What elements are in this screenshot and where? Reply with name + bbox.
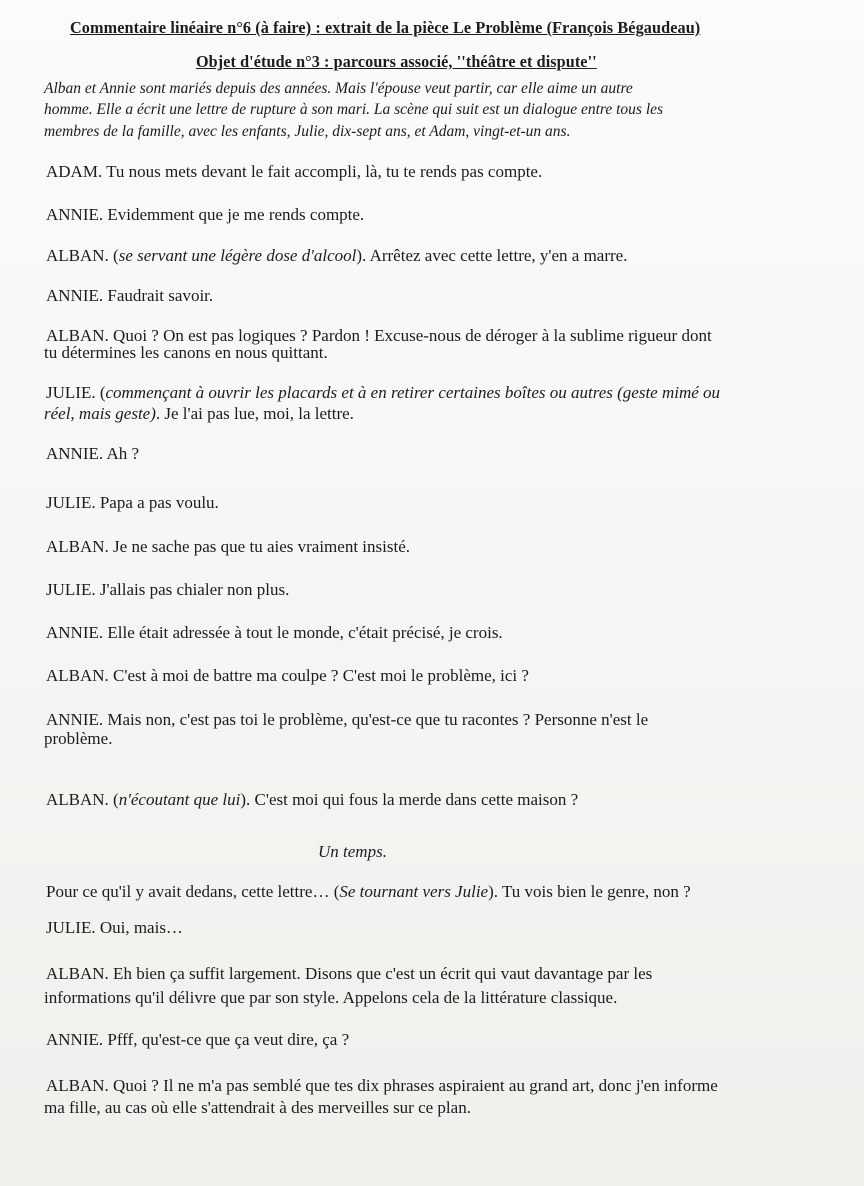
stage-direction: commençant à ouvrir les placards et à en retirer certaines boîtes ou autres (geste mimé ou [105, 383, 721, 402]
stage-direction: Un temps. [318, 842, 387, 861]
dialogue-line: ANNIE. Ah ? [46, 444, 140, 463]
dialogue-line: tu détermines les canons en nous quittant. [44, 343, 328, 362]
dialogue-line: ANNIE. Evidemment que je me rends compte. [46, 205, 365, 224]
dialogue-line: informations qu'il délivre que par son style. Appelons cela de la littérature classique. [44, 988, 618, 1007]
intro-line: homme. Elle a écrit une lettre de rupture à son mari. La scène qui suit est un dialogue entre tous les [44, 101, 664, 118]
stage-direction: réel, mais geste) [44, 404, 156, 423]
dialogue-line: ANNIE. Faudrait savoir. [46, 286, 214, 305]
dialogue-line: JULIE. Oui, mais… [46, 918, 183, 937]
dialogue-line: ANNIE. Elle était adressée à tout le monde, c'était précisé, je crois. [46, 623, 503, 642]
stage-direction: se servant une légère dose d'alcool [118, 246, 357, 265]
dialogue-line: ALBAN. (n'écoutant que lui). C'est moi qui fous la merde dans cette maison ? [46, 790, 579, 809]
intro-line: membres de la famille, avec les enfants, Julie, dix-sept ans, et Adam, vingt-et-un ans. [44, 123, 571, 140]
dialogue-line: réel, mais geste). Je l'ai pas lue, moi, la lettre. [44, 404, 354, 423]
stage-direction: n'écoutant que lui [118, 790, 241, 809]
dialogue-line: ma fille, au cas où elle s'attendrait à des merveilles sur ce plan. [44, 1098, 471, 1117]
dialogue-line: ALBAN. Eh bien ça suffit largement. Disons que c'est un écrit qui vaut davantage par les [46, 964, 653, 983]
dialogue-line: problème. [44, 729, 113, 748]
intro-line: Alban et Annie sont mariés depuis des années. Mais l'épouse veut partir, car elle aime un autre [44, 80, 633, 97]
dialogue-line: Pour ce qu'il y avait dedans, cette lettre… (Se tournant vers Julie). Tu vois bien le genre, non ? [46, 882, 691, 901]
document-title: Commentaire linéaire n°6 (à faire) : extrait de la pièce Le Problème (François Bégaudeau) [70, 18, 701, 37]
dialogue-line: ALBAN. Quoi ? On est pas logiques ? Pardon ! Excuse-nous de déroger à la sublime rigueur dont [46, 326, 712, 345]
dialogue-line: JULIE. J'allais pas chialer non plus. [46, 580, 290, 599]
dialogue-line: ANNIE. Mais non, c'est pas toi le problème, qu'est-ce que tu racontes ? Personne n'est le [46, 710, 649, 729]
dialogue-line: ANNIE. Pfff, qu'est-ce que ça veut dire, ça ? [46, 1030, 350, 1049]
dialogue-line: JULIE. (commençant à ouvrir les placards et à en retirer certaines boîtes ou autres (geste mimé ou [46, 383, 721, 402]
dialogue-line: ALBAN. (se servant une légère dose d'alcool). Arrêtez avec cette lettre, y'en a marre. [46, 246, 628, 265]
stage-direction: Se tournant vers Julie [339, 882, 489, 901]
dialogue-line: JULIE. Papa a pas voulu. [46, 493, 219, 512]
document-subtitle: Objet d'étude n°3 : parcours associé, ''théâtre et dispute'' [196, 52, 597, 71]
dialogue-line: ALBAN. Quoi ? Il ne m'a pas semblé que tes dix phrases aspiraient au grand art, donc j'en informe [46, 1076, 718, 1095]
dialogue-line: ALBAN. C'est à moi de battre ma coulpe ? C'est moi le problème, ici ? [46, 666, 529, 685]
dialogue-line: ALBAN. Je ne sache pas que tu aies vraiment insisté. [46, 537, 410, 556]
dialogue-line: ADAM. Tu nous mets devant le fait accompli, là, tu te rends pas compte. [46, 162, 543, 181]
intro-paragraph [44, 78, 834, 143]
